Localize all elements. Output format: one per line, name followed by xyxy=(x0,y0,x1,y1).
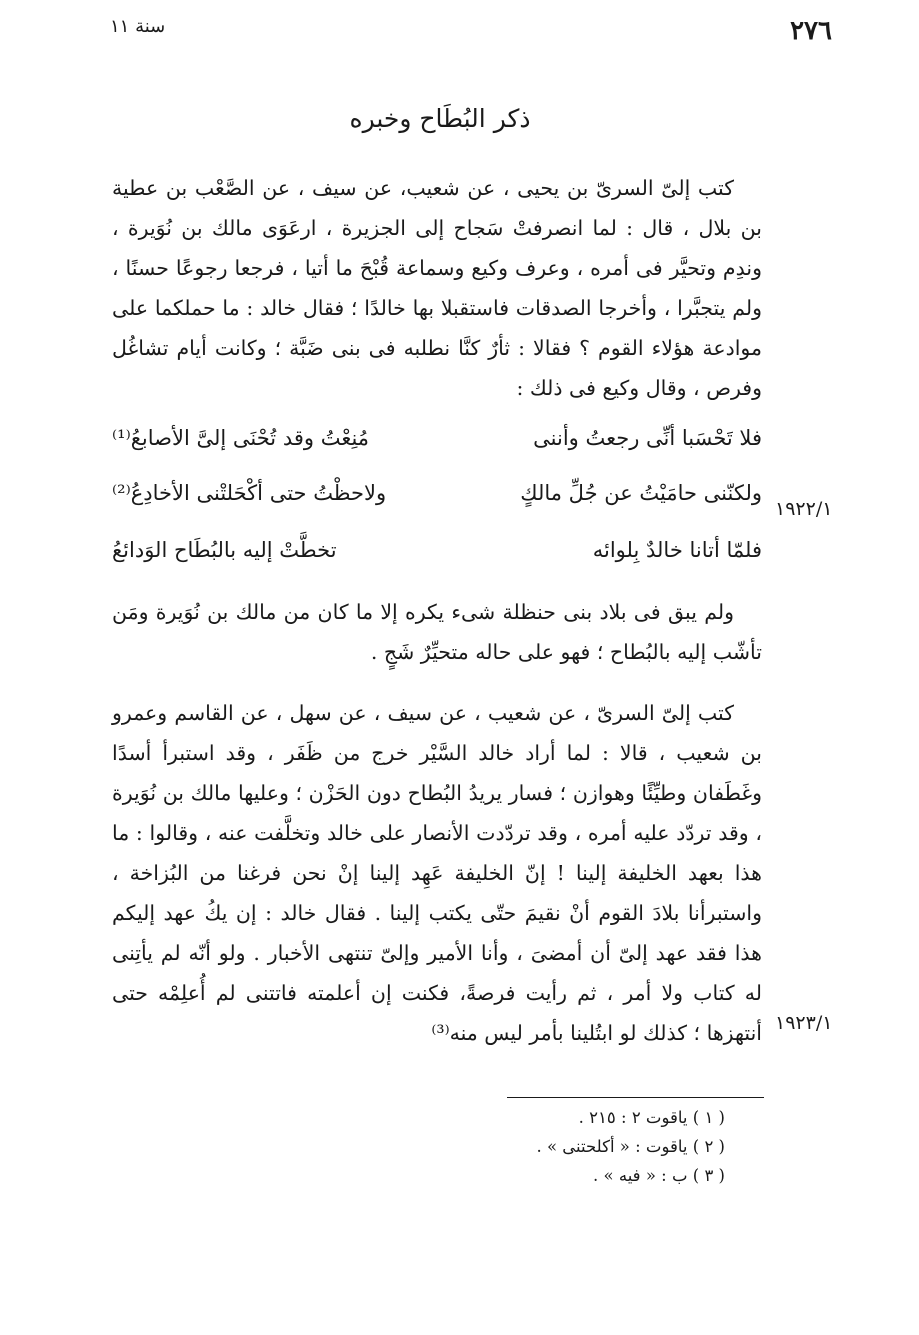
poem-line-3 xyxy=(112,538,762,578)
poem-line-3-first-hemistich: فلمّا أتانا خالدٌ بِلوائه xyxy=(592,538,762,562)
paragraph-1-text: كتب إلىّ السرىّ بن يحيى ، عن شعيب، عن سيف ، عن الصَّعْب بن عطية بن بلال ، قال : لما انصرفتْ سَجاح إلى الجزيرة ، ارعَوَى مالك بن نُوَيرة ، وندِم وتحيَّر فى أمره ، وعرف وكيع وسماعة قُبْحَ ما أتيا ، فرجعا رجوعًا حسنًا ، ولم يتجبَّرا ، وأخرجا الصدقات فاستقبلا بها خالدًا ؛ فقال خالد : ما حملكما على موادعة هؤلاء القوم ؟ فقالا : ثأرٌ كنَّا نطلبه فى بنى ضَبَّة ؛ وكانت أيام تشاغُل وفرص ، وقال وكيع فى ذلك : xyxy=(112,176,762,400)
footnote-2: ( ٢ ) ياقوت : « أكلحتنى » . xyxy=(536,1137,725,1156)
poem-line-1 xyxy=(112,426,762,466)
poem-line-3-second-hemistich: تخطَّتْ إليه بالبُطَاح الوَدائعُ xyxy=(112,538,337,562)
margin-reference-2: ١٩٢٣/١ xyxy=(775,1012,833,1034)
footnote-divider xyxy=(507,1097,764,1098)
paragraph-1 xyxy=(112,168,762,408)
poem-line-1-second-hemistich: مُنِعْتُ وقد تُحْنَى إلىَّ الأصابعُ⁽¹⁾ xyxy=(112,426,370,450)
paragraph-3-text: كتب إلىّ السرىّ ، عن شعيب ، عن سيف ، عن سهل ، عن القاسم وعمرو بن شعيب ، قالا : لما أراد خالد السَّيْر خرج من ظَفَر ، وقد استبرأ أسدًا وغَطَفان وطيِّئًا وهوازن ؛ فسار يريدُ البُطاح دون الحَزْن ؛ وعليها مالك بن نُوَيرة ، وقد تردّد عليه أمره ، وقد تردّدت الأنصار على خالد وتخلَّفت عنه ، وقالوا : ما هذا بعهد الخليفة إلينا ! إنّ الخليفة عَهِد إلينا إنْ نحن فرغنا من البُزاخة ، واستبرأنا بلادَ القوم أنْ نقيمَ حتّى يكتب إلينا . فقال خالد : إن يكُ عهد إليكم هذا فقد عهد إلىّ أن أمضىَ ، وأنا الأمير وإلىّ تنتهى الأخبار . ولو أنّه لم يأتِنى له كتاب ولا أمر ، ثم رأيت فرصةً، فكنت إن أعلمته فاتتنى لم أُعلِمْه حتى أنتهزها ؛ كذلك لو ابتُلينا بأمر ليس منه⁽³⁾ xyxy=(112,701,763,1045)
footnote-3: ( ٣ ) ب : « فيه » . xyxy=(593,1166,725,1185)
poem-line-1-first-hemistich: فلا تَحْسَبا أنِّى رجعتُ وأننى xyxy=(533,426,762,450)
poem-line-2-first-hemistich: ولكنّنى حامَيْتُ عن جُلِّ مالكٍ xyxy=(520,481,762,505)
paragraph-2-text: ولم يبق فى بلاد بنى حنظلة شىء يكره إلا ما كان من مالك بن نُوَيرة ومَن تأشّب إليه بالبُطاح ؛ فهو على حاله متحيِّرٌ شَجٍ . xyxy=(112,600,762,664)
paragraph-3 xyxy=(112,693,762,1053)
running-header-year: سنة ١١ xyxy=(110,16,166,37)
page-number: ٢٧٦ xyxy=(790,16,832,46)
poem-line-2 xyxy=(112,481,762,521)
section-title: ذكر البُطَاح وخبره xyxy=(349,104,531,133)
footnote-1: ( ١ ) ياقوت ٢ : ٢١٥ . xyxy=(578,1108,725,1127)
paragraph-2 xyxy=(112,592,762,672)
poem-line-2-second-hemistich: ولاحظْتُ حتى أكْحَلتْنى الأخادِعُ⁽²⁾ xyxy=(112,481,387,505)
margin-reference-1: ١٩٢٢/١ xyxy=(775,498,833,520)
footnotes xyxy=(430,1103,725,1190)
